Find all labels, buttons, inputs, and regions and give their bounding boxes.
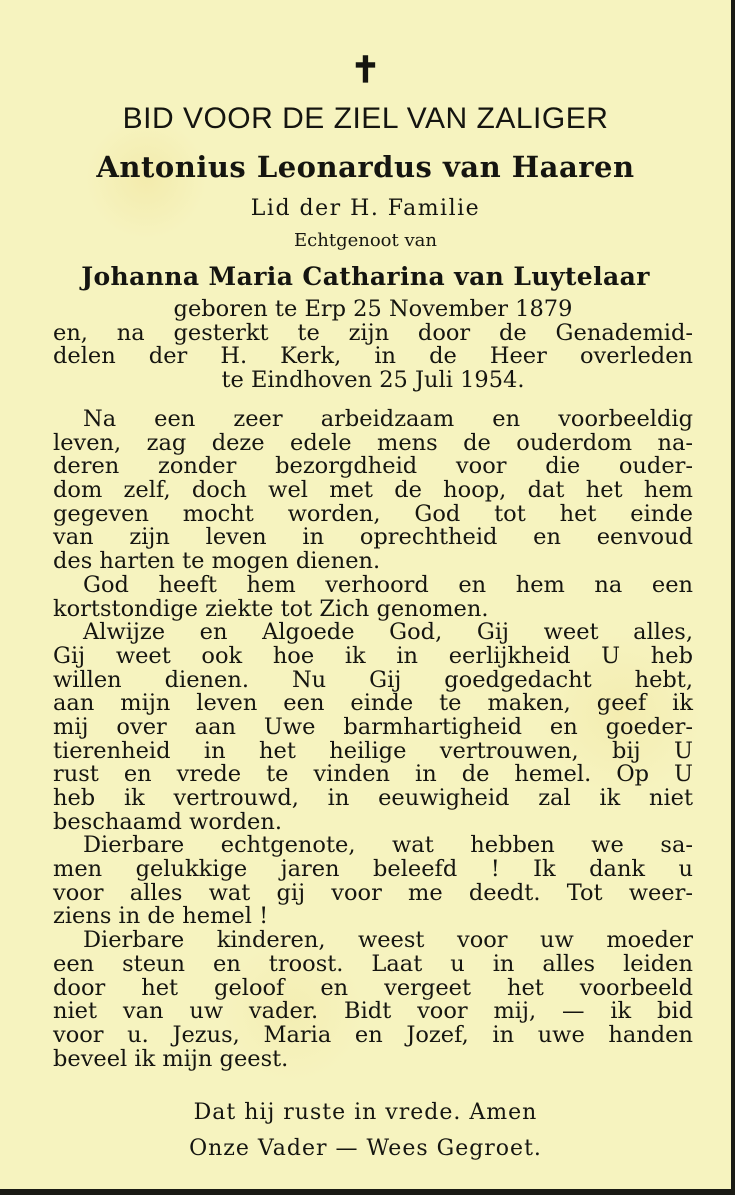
text-line: willen dienen. Nu Gij goedgedacht hebt, xyxy=(53,666,693,693)
text-line: men gelukkige jaren beleefd ! Ik dank u xyxy=(53,856,693,883)
text-line: door het geloof en vergeet het voorbeeld xyxy=(53,974,693,1001)
text-line: een steun en troost. Laat u in alles leiden xyxy=(53,950,693,977)
text-line: des harten te mogen dienen. xyxy=(53,548,381,575)
life-details xyxy=(53,298,693,393)
text-line: rust en vrede te vinden in de hemel. Op U xyxy=(53,761,693,788)
text-line: tierenheid in het heilige vertrouwen, bij U xyxy=(53,737,693,764)
spouse-name: Johanna Maria Catharina van Luytelaar xyxy=(81,262,650,291)
text-line: beveel ik mijn geest. xyxy=(53,1045,289,1072)
deceased-name: Antonius Leonardus van Haaren xyxy=(96,150,635,184)
membership-line: Lid der H. Familie xyxy=(250,196,481,221)
text-line: van zijn leven in oprechtheid en eenvoud xyxy=(53,524,693,551)
text-line: beschaamd worden. xyxy=(53,808,282,835)
text-line: Alwijze en Algoede God, Gij weet alles, xyxy=(83,619,693,646)
text-line: gegeven mocht worden, God tot het einde xyxy=(53,500,693,527)
text-line: mij over aan Uwe barmhartigheid en goeder- xyxy=(53,713,693,740)
text-line: Dierbare echtgenote, wat hebben we sa- xyxy=(83,832,693,859)
text-line: niet van uw vader. Bidt voor mij, — ik bid xyxy=(53,998,693,1025)
text-line: aan mijn leven een einde te maken, geef ik xyxy=(53,690,693,717)
text-line: deren zonder bezorgdheid voor die ouder- xyxy=(53,453,693,480)
text-line: voor u. Jezus, Maria en Jozef, in uwe handen xyxy=(53,1021,693,1048)
death-line: te Eindhoven 25 Juli 1954. xyxy=(221,367,525,394)
life-line: en, na gesterkt te zijn door de Genademid- xyxy=(53,319,693,346)
text-line: heb ik vertrouwd, in eeuwigheid zal ik niet xyxy=(53,785,693,811)
text-line: Gij weet ook hoe ik in eerlijkheid U heb xyxy=(53,642,693,669)
memorial-text xyxy=(53,408,693,1071)
closing-prayer: Dat hij ruste in vrede. Amen xyxy=(193,1100,538,1125)
birth-line: geboren te Erp 25 November 1879 xyxy=(173,296,573,322)
cross-icon: ✝ xyxy=(350,49,381,91)
spouse-intro: Echtgenoot van xyxy=(294,230,437,251)
text-line: kortstondige ziekte tot Zich genomen. xyxy=(53,595,489,622)
text-line: voor alles wat gij voor me deedt. Tot weer- xyxy=(53,879,693,906)
text-line: leven, zag deze edele mens de ouderdom na- xyxy=(53,429,693,456)
card-heading: BID VOOR DE ZIEL VAN ZALIGER xyxy=(122,102,609,135)
text-line: dom zelf, doch wel met de hoop, dat het hem xyxy=(53,477,693,504)
text-line: Na een zeer arbeidzaam en voorbeeldig xyxy=(83,406,693,432)
closing-prayers-list: Onze Vader — Wees Gegroet. xyxy=(189,1136,542,1161)
text-line: God heeft hem verhoord en hem na een xyxy=(83,571,693,598)
text-line: ziens in de hemel ! xyxy=(53,903,269,930)
life-line: delen der H. Kerk, in de Heer overleden xyxy=(53,343,693,370)
text-line: Dierbare kinderen, weest voor uw moeder xyxy=(83,927,693,954)
